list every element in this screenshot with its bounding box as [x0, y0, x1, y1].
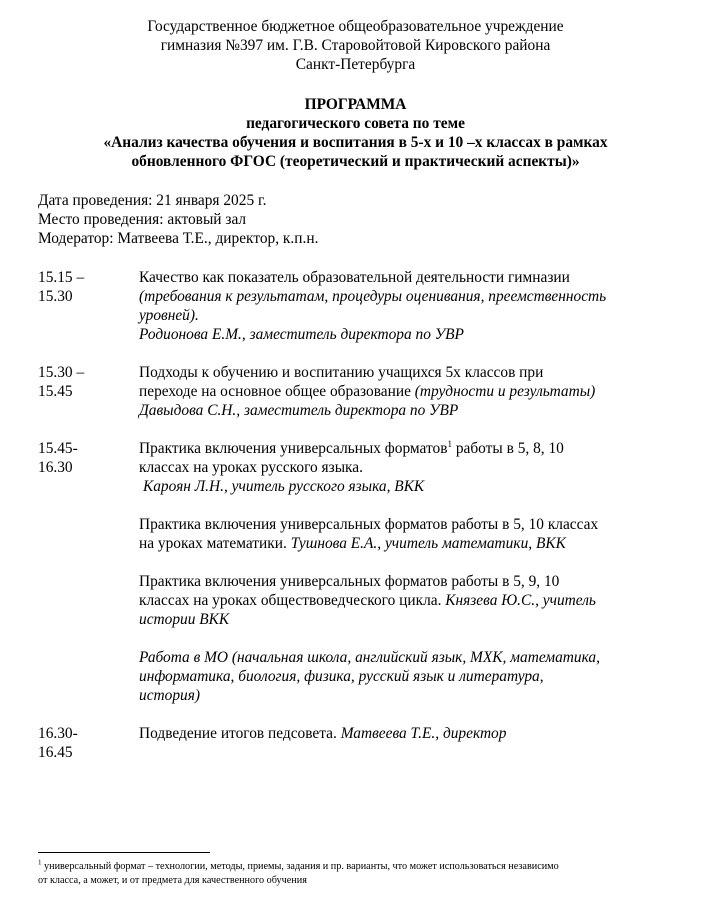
- time-start: 15.15 –: [38, 269, 85, 286]
- agenda-item: [38, 268, 678, 344]
- agenda-speaker: Давыдова С.Н., заместитель директора по УВР: [139, 402, 459, 419]
- agenda-text: [139, 724, 651, 743]
- title-line: ПРОГРАММА: [304, 96, 407, 113]
- footnote-line: универсальный формат – технологии, методы, приемы, задания и пр. варианты, что может использоваться независимо: [41, 861, 559, 872]
- agenda-speaker: Тушнова Е.А., учитель математики, ВКК: [290, 535, 566, 552]
- agenda-text-part: (трудности и результаты): [414, 383, 596, 400]
- agenda-text-part: классах на уроках обществоведческого цикла.: [139, 592, 446, 609]
- title-line: «Анализ качества обучения и воспитания в 5-х и 10 –х классах в рамках: [103, 134, 608, 151]
- agenda-text: (требования к результатам, процедуры оценивания, преемственность: [139, 288, 607, 305]
- agenda-text: Подходы к обучению и воспитанию учащихся 5х классов при: [139, 364, 544, 381]
- speaker-text: Кароян Л.Н., учитель русского языка, ВКК: [143, 478, 425, 495]
- agenda-content: [139, 439, 651, 705]
- program-title: [0, 95, 711, 171]
- time-end: 16.30: [38, 459, 73, 476]
- agenda-text-part: Подведение итогов педсовета.: [139, 725, 341, 742]
- meeting-moderator: Модератор: Матвеева Т.Е., директор, к.п.н.: [38, 230, 319, 247]
- agenda-content: [139, 363, 651, 420]
- agenda-text-part: работы в 5, 8, 10: [451, 440, 564, 457]
- footnote-mark: 1: [38, 858, 42, 867]
- agenda-text-part: переходе на основное общее образование: [139, 383, 415, 400]
- agenda-text: информатика, биология, физика, русский язык и литература,: [139, 668, 544, 685]
- agenda-time: [38, 363, 139, 420]
- footnote: [38, 860, 668, 888]
- footnote-line: от класса, а может, и от предмета для качественного обучения: [38, 875, 307, 886]
- agenda-speaker: [139, 477, 651, 496]
- meeting-place: Место проведения: актовый зал: [38, 211, 247, 228]
- title-line: педагогического совета по теме: [246, 115, 465, 132]
- agenda-text: история): [139, 687, 201, 704]
- agenda-text: [139, 382, 651, 401]
- time-start: 16.30-: [38, 725, 78, 742]
- agenda-text: [139, 439, 651, 458]
- time-start: 15.30 –: [38, 364, 85, 381]
- agenda-item: [38, 439, 678, 705]
- meeting-date: Дата проведения: 21 января 2025 г.: [38, 192, 267, 209]
- agenda-text: [139, 591, 651, 610]
- agenda-speaker: истории ВКК: [139, 611, 230, 628]
- agenda-text: Практика включения универсальных форматов работы в 5, 10 классах: [139, 516, 599, 533]
- agenda-text: [139, 534, 651, 553]
- agenda-time: [38, 268, 139, 344]
- agenda-subitem: [139, 515, 651, 553]
- agenda-speaker: Матвеева Т.Е., директор: [340, 725, 507, 742]
- agenda-subitem: [139, 648, 651, 705]
- title-line: обновленного ФГОС (теоретический и практический аспекты)»: [131, 153, 580, 170]
- footnote-ref[interactable]: 1: [447, 438, 452, 449]
- agenda-text: классах на уроках русского языка.: [139, 459, 363, 476]
- institution-header: [0, 17, 711, 74]
- agenda-subitem: [139, 572, 651, 629]
- header-line: Санкт-Петербурга: [295, 56, 416, 73]
- agenda: [38, 268, 678, 762]
- agenda-text: уровней).: [139, 307, 199, 324]
- agenda-item: [38, 363, 678, 420]
- agenda-content: [139, 724, 651, 762]
- agenda-content: [139, 268, 651, 344]
- agenda-time: [38, 439, 139, 705]
- time-end: 16.45: [38, 744, 73, 761]
- agenda-text-part: Практика включения универсальных форматов: [139, 440, 448, 457]
- agenda-speaker: Родионова Е.М., заместитель директора по УВР: [139, 326, 464, 343]
- footnote-text: [38, 860, 668, 874]
- footnote-separator: [38, 852, 210, 853]
- time-start: 15.45-: [38, 440, 78, 457]
- header-line: Государственное бюджетное общеобразовательное учреждение: [147, 18, 564, 35]
- agenda-text: Качество как показатель образовательной деятельности гимназии: [139, 269, 570, 286]
- agenda-subitem: [139, 439, 651, 496]
- agenda-speaker: Князева Ю.С., учитель: [445, 592, 596, 609]
- agenda-text: Работа в МО (начальная школа, английский язык, МХК, математика,: [139, 649, 600, 666]
- time-end: 15.45: [38, 383, 73, 400]
- meeting-info: [38, 191, 678, 248]
- agenda-text-part: на уроках математики.: [139, 535, 291, 552]
- agenda-text: Практика включения универсальных форматов работы в 5, 9, 10: [139, 573, 560, 590]
- agenda-time: [38, 724, 139, 762]
- header-line: гимназия №397 им. Г.В. Старовойтовой Кировского района: [160, 37, 551, 54]
- agenda-item: [38, 724, 678, 762]
- time-end: 15.30: [38, 288, 73, 305]
